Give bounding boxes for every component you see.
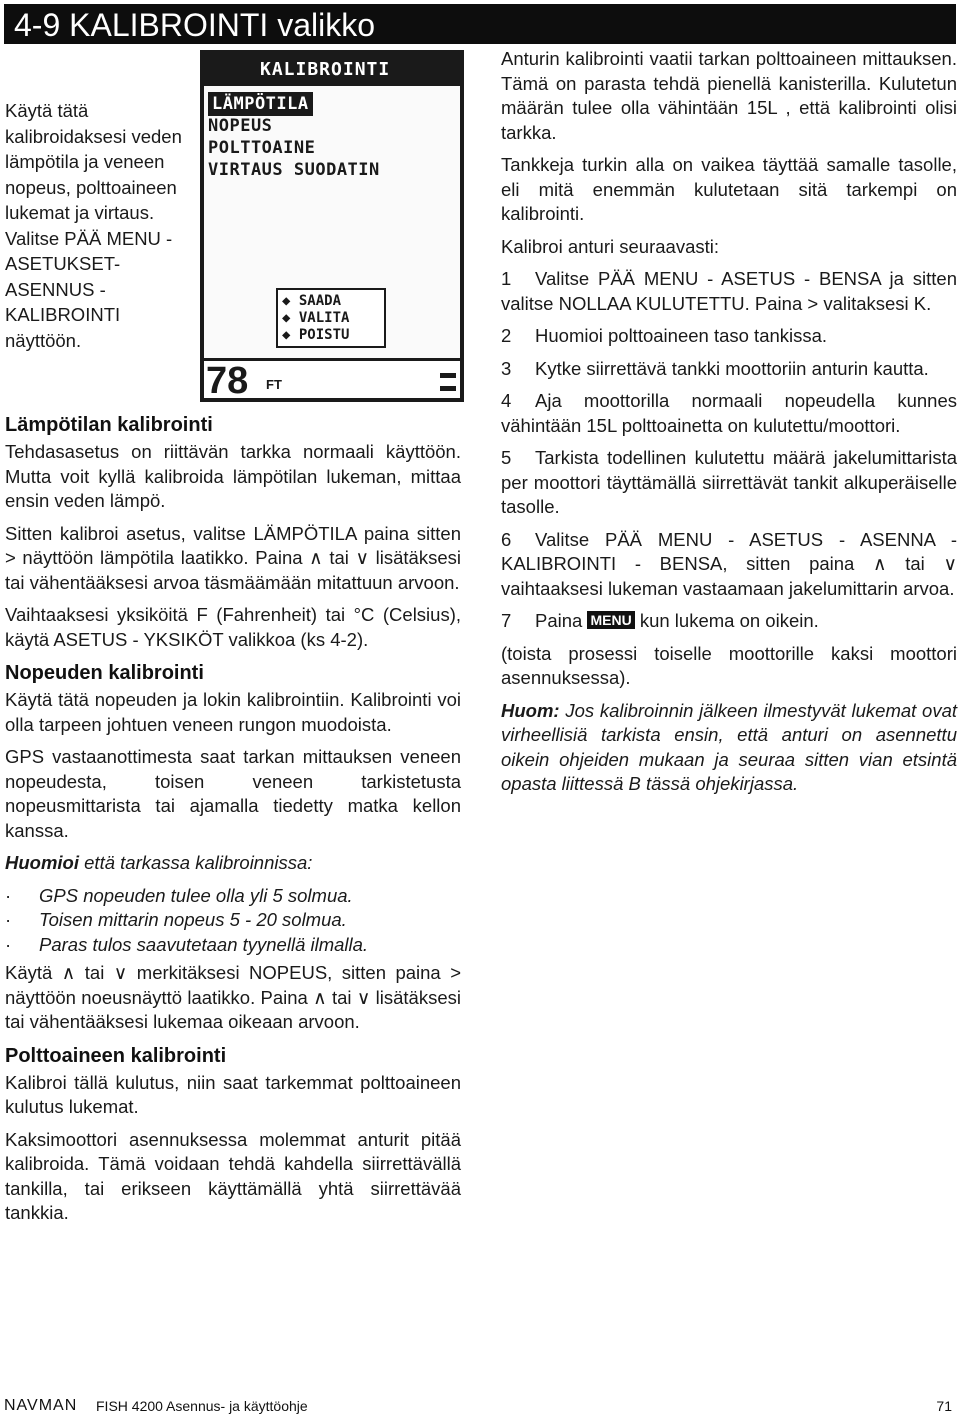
step-text: Paina [535,610,588,631]
paragraph: Sitten kalibroi asetus, valitse LÄMPÖTILA paina sitten > näyttöön lämpötila laatikko. Paina ∧ tai ∨ lisätäksesi tai vähentääksesi arvoa täsmäämään mitattuun arvoon. [5,522,461,593]
menu-item-speed[interactable]: NOPEUS [208,116,273,136]
right-column [501,47,957,805]
step-text: Huomioi polttoaineen taso tankissa. [535,325,828,346]
step-item [501,446,957,520]
step-list [501,267,957,634]
intro-text [5,98,185,353]
step-item [501,357,957,382]
step-number: 3 [501,357,512,379]
step-number: 7 [501,610,512,631]
heading-temperature-calibration: Lämpötilan kalibrointi [5,414,213,436]
paragraph: Kaksimoottori asennuksessa molemmat anturit pitää kalibroida. Tämä voidaan tehdä kahdella siirrettävällä tankilla, tai erikseen käyttämällä yhtä siirrettävää tankkia. [5,1128,461,1223]
step-text: Aja moottorilla normaali nopeudella kunnes vähintään 15L polttoainetta on kulutettu/moottori. [501,390,957,436]
heading-fuel-calibration: Polttoaineen kalibrointi [5,1044,227,1067]
bullet-item: · Toisen mittarin nopeus 5 - 20 solmua. [5,908,461,933]
step-number: 2 [501,325,512,346]
paragraph: Vaihtaaksesi yksiköitä F (Fahrenheit) tai °C (Celsius), käytä ASETUS - YKSIKÖT valikkoa (ks 4-2). [5,604,461,650]
note-label: Huom: [501,699,560,721]
menu-item-flow-filter[interactable]: VIRTAUS SUODATIN [208,160,380,180]
bullet-item: · GPS nopeuden tulee olla yli 5 solmua. [5,884,461,909]
note-text: Jos kalibroinnin jälkeen ilmestyvät lukemat ovat virheellisiä tarkista ensin, että anturi on asennettu oikein ohjeiden mukaan ja seuraa sitten vian etsintä opasta liittessä B tässä ohjekirjassa. [501,699,957,794]
page-header [4,4,956,44]
paragraph: Kalibroi anturi seuraavasti: [501,235,719,257]
paragraph: Käytä tätä nopeuden ja lokin kalibrointiin. Kalibrointi voi olla tarpeen johtuen veneen rungon muodoista. [5,689,461,735]
bullet-item: · Paras tulos saavutetaan tyynellä ilmalla. [5,933,461,958]
page-footer [4,1396,956,1416]
step-item [501,267,957,316]
paragraph: (toista prosessi toiselle moottorille kaksi moottori asennuksessa). [501,642,957,688]
softkey-select[interactable]: ◆ VALITA [282,310,350,326]
step-item [501,609,957,634]
menu-item-fuel[interactable]: POLTTOAINE [208,138,316,158]
depth-unit: FT [266,377,282,392]
step-number: 1 [501,268,512,289]
paragraph: Käytä ∧ tai ∨ merkitäksesi NOPEUS, sitten paina > näyttöön noeusnäyttö laatikko. Paina ∧ tai ∨ lisätäksesi tai vähentääksesi lukemaa oikeaan arvoon. [5,962,461,1032]
note [501,699,957,797]
screen-title: KALIBROINTI [204,54,460,86]
softkey-exit[interactable]: ◆ POISTU [282,327,350,343]
step-text: Valitse PÄÄ MENU - ASETUS - ASENNA - KALIBROINTI - BENSA, sitten paina ∧ tai ∨ vaihtaaksesi lukeman vastaamaan jakelumittarin arvoa. [501,528,957,599]
paragraph: Anturin kalibrointi vaatii tarkan polttoaineen mittauksen. Tämä on parasta tehdä pienellä kanisterilla. Kulutetun määrän tulee olla vähintään 15L , että kalibrointi olisi tarkka. [501,48,957,143]
step-item [501,324,957,349]
manual-title: FISH 4200 Asennus- ja käyttöohje [96,1398,308,1414]
note-text: että tarkassa kalibroinnissa: [79,852,313,873]
page-title: 4-9 KALIBROINTI valikko [14,7,375,43]
paragraph: GPS vastaanottimesta saat tarkan mittauksen veneen nopeudesta, toisen veneen tarkistetusta nopeusmittarista tai ajamalla tiedetty matka kellon kanssa. [5,746,461,841]
left-column [5,412,461,1234]
status-bar [204,358,460,402]
step-text: kun lukema on oikein. [634,610,819,631]
note [5,851,461,876]
battery-icon [440,373,456,391]
menu-item-temperature[interactable]: LÄMPÖTILA [208,92,313,116]
note-label: Huomioi [5,852,79,873]
step-text: Kytke siirrettävä tankki moottoriin anturin kautta. [535,357,929,379]
intro-instruction: Valitse PÄÄ MENU - ASETUKSET- ASENNUS - KALIBROINTI näyttöön. [5,227,173,351]
paragraph: Tehdasasetus on riittävän tarkka normaali käyttöön. Mutta voit kyllä kalibroida lämpötilan lukeman, mittaa ensin veden lämpö. [5,441,461,511]
softkey-get[interactable]: ◆ SAADA [282,293,342,309]
paragraph: Tankkeja turkin alla on vaikea täyttää samalle tasolle, eli mitä enemmän kulutetaan sitä tarkempi on kalibrointi. [501,154,957,224]
depth-readout: 78 [206,360,249,402]
intro-paragraph: Käytä tätä kalibroidaksesi veden lämpötila ja veneen nopeus, polttoaineen lukemat ja virtaus. [5,100,182,223]
step-text: Tarkista todellinen kulutettu määrä jakelumittarista per moottori täyttämällä siirrettävät tankit alkuperäiselle tasolle. [501,447,957,517]
heading-speed-calibration: Nopeuden kalibrointi [5,662,204,684]
brand-logo: NAVMAN [4,1397,78,1414]
step-item [501,528,957,602]
paragraph: Kalibroi tällä kulutus, niin saat tarkemmat polttoaineen kulutus lukemat. [5,1071,461,1117]
step-number: 4 [501,390,512,411]
step-number: 5 [501,447,512,468]
page-number: 71 [936,1398,952,1414]
softkey-panel [276,288,386,348]
menu-key-icon: MENU [587,611,634,629]
step-text: Valitse PÄÄ MENU - ASETUS - BENSA ja sitten valitse NOLLAA KULUTETTU. Paina > valitaksesi K. [501,268,957,314]
device-screen [200,50,464,402]
step-number: 6 [501,528,512,550]
step-item [501,389,957,438]
